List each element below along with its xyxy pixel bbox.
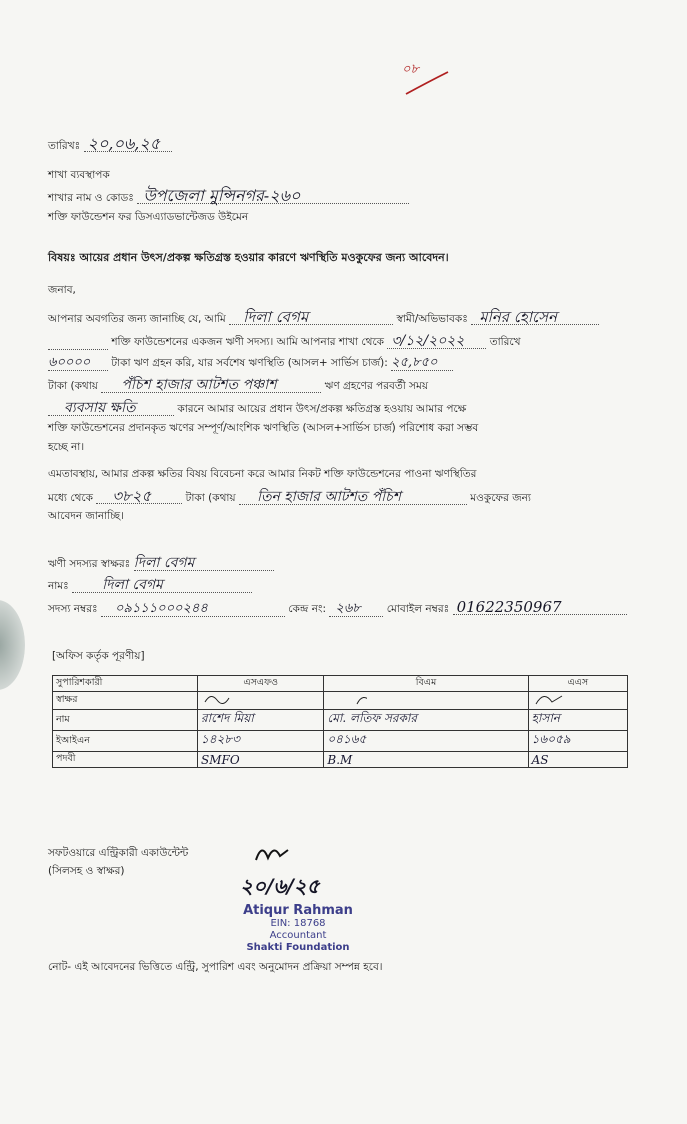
- office-use-label: [অফিস কর্তৃক পূরণীয়]: [52, 650, 145, 662]
- mobile-number: 01622350967: [453, 600, 627, 615]
- table-header-cell: সুপারিশকারী: [53, 676, 198, 692]
- recommendation-table: [52, 675, 628, 768]
- subject-line: বিষয়ঃ আয়ের প্রধান উৎস/প্রকল্প ক্ষতিগ্রস্ত হওয়ার কারণে ঋণস্থিতি মওকুফের জন্য আবেদন।: [48, 251, 449, 264]
- row-label: ইআইএন: [53, 731, 198, 752]
- para1-line2: শক্তি ফাউন্ডেশনের একজন ঋণী সদস্য। আমি আপনার শাখা থেকে ৩/১২/২০২২ তারিখে: [48, 334, 521, 350]
- table-row: [53, 731, 628, 752]
- para1-line7: হচ্ছে না।: [48, 441, 85, 453]
- table-cell: [324, 692, 528, 710]
- accountant-sign-date: ২০/৬/২৫: [240, 874, 320, 898]
- balance-field: ২৫,৮৫০: [391, 356, 453, 371]
- balance-words-field: পঁচিশ হাজার আটশত পঞ্চাশ: [101, 378, 321, 393]
- table-header-cell: এএস: [528, 676, 627, 692]
- org-line: শক্তি ফাউন্ডেশন ফর ডিসএ্যাডভান্টেজড উইমেন: [48, 211, 249, 223]
- para1-line3: ৬০০০০ টাকা ঋণ গ্রহন করি, যার সর্বশেষ ঋণস্থিতি (আসল+ সার্ভিস চার্জ): ২৫,৮৫০: [48, 356, 453, 371]
- member-name-field: দিলা বেগম: [229, 310, 393, 325]
- scan-shadow: [0, 600, 25, 690]
- salutation: জনাব,: [48, 284, 76, 296]
- para2-line2: মধ্যে থেকে ৩৮২৫ টাকা (কথায় তিন হাজার আটশত পঁচিশ মওকুফের জন্য: [48, 487, 531, 505]
- branch-line: শাখার নাম ও কোডঃ উপজেলা মুন্সিনগর-২৬০: [48, 189, 409, 205]
- signature-mark-icon: [201, 692, 231, 706]
- member-number-row: সদস্য নম্বরঃ ০৯১১১০০০২৪৪ কেন্দ্র নং: ২৬৮ মোবাইল নম্বরঃ 01622350967: [48, 600, 627, 617]
- row-label: স্বাক্ষর: [53, 692, 198, 710]
- center-number: ২৬৮: [329, 602, 383, 617]
- table-row: [53, 710, 628, 731]
- date-row: তারিখঃ ২০,০৬,২৫: [48, 137, 172, 153]
- para1-line6: শক্তি ফাউন্ডেশনের প্রদানকৃত ঋণের সম্পূর্ণ/আংশিক ঋণস্থিতি (আসল+সার্ভিস চার্জ) পরিশোধ করা সম্ভব: [48, 422, 479, 434]
- loan-amount-field: ৬০০০০: [48, 356, 108, 371]
- table-cell: রাশেদ মিয়া: [198, 710, 324, 731]
- footer-note: নোট- এই আবেদনের ভিত্তিতে এন্ট্রি, সুপারিশ এবং অনুমোদন প্রক্রিয়া সম্পন্ন হবে।: [48, 961, 383, 973]
- table-row: [53, 692, 628, 710]
- signature-mark-icon: [532, 692, 572, 706]
- table-cell: SMFO: [198, 752, 324, 768]
- reason-field: ব্যবসায় ক্ষতি: [48, 401, 174, 416]
- table-cell: হাসান: [528, 710, 627, 731]
- member-name: দিলা বেগম: [72, 578, 252, 593]
- accountant-stamp: Atiqur Rahman EIN: 18768 Accountant Shakti Foundation: [243, 903, 353, 953]
- branch-value: উপজেলা মুন্সিনগর-২৬০: [137, 189, 409, 204]
- guardian-field: মনির হোসেন: [471, 310, 599, 325]
- row-label: পদবী: [53, 752, 198, 768]
- manager-line: শাখা ব্যবস্থাপক: [48, 169, 110, 181]
- member-signature-row: ঋণী সদস্যর স্বাক্ষরঃ দিলা বেগম: [48, 556, 274, 571]
- accountant-signature-icon: [252, 840, 292, 866]
- date-value: ২০,০৬,২৫: [84, 137, 172, 152]
- loan-date-field: ৩/১২/২০২২: [387, 334, 486, 349]
- table-header-cell: এসএফও: [198, 676, 324, 692]
- table-cell: AS: [528, 752, 627, 768]
- row-label: নাম: [53, 710, 198, 731]
- table-cell: [198, 692, 324, 710]
- signature-mark-icon: [327, 692, 367, 706]
- para2-line1: এমতাবস্থায়, আমার প্রকল্প ক্ষতির বিষয় বিবেচনা করে আমার নিকট শক্তি ফাউন্ডেশনের পাওনা ঋণস্থিতির: [48, 468, 477, 480]
- para1-line4: টাকা (কথায় পঁচিশ হাজার আটশত পঞ্চাশ ঋণ গ্রহণের পরবর্তী সময়: [48, 377, 429, 393]
- para1-line1: আপনার অবগতির জন্য জানাচ্ছি যে, আমি দিলা বেগম স্বামী/অভিভাবকঃ মনির হোসেন: [48, 310, 599, 326]
- table-cell: ১৬০৫৯: [528, 731, 627, 752]
- table-cell: ১৪২৮৩: [198, 731, 324, 752]
- table-header-cell: বিএম: [324, 676, 528, 692]
- accountant-line1: সফটওয়ারে এন্ট্রিকারী একাউন্টেন্ট: [48, 847, 189, 859]
- para1-line5: ব্যবসায় ক্ষতি কারনে আমার আয়ের প্রধান উৎস/প্রকল্প ক্ষতিগ্রস্ত হওয়ায় আমার পক্ষে: [48, 401, 466, 416]
- table-header-row: [53, 676, 628, 692]
- table-cell: B.M: [324, 752, 528, 768]
- page-mark: ০৮: [400, 60, 460, 104]
- member-signature: দিলা বেগম: [134, 556, 274, 571]
- para2-line3: আবেদন জানাচ্ছি।: [48, 510, 124, 522]
- waive-amount-field: ৩৮২৫: [96, 489, 182, 504]
- member-number: ০৯১১১০০০২৪৪: [101, 602, 285, 617]
- table-row: [53, 752, 628, 768]
- member-name-row: নামঃ দিলা বেগম: [48, 578, 252, 593]
- table-cell: [528, 692, 627, 710]
- table-cell: ০৪১৬৫: [324, 731, 528, 752]
- waive-words-field: তিন হাজার আটশত পঁচিশ: [239, 490, 467, 505]
- accountant-line2: (সিলসহ ও স্বাক্ষর): [48, 865, 125, 877]
- table-cell: মো. লতিফ সরকার: [324, 710, 528, 731]
